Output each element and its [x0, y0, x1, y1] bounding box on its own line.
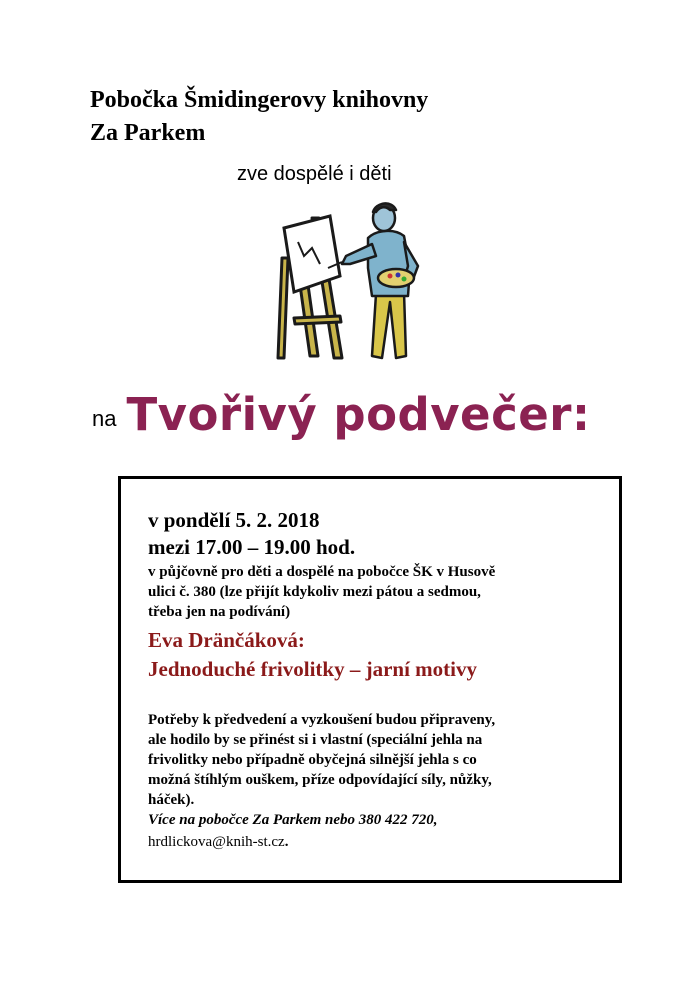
painter-figure [328, 203, 418, 358]
event-time: mezi 17.00 – 19.00 hod. [148, 535, 356, 559]
supplies-note [148, 710, 608, 830]
easel-canvas [284, 216, 340, 292]
venue-line: v půjčovně pro děti a dospělé na pobočce ŠK v Husově [148, 564, 496, 580]
supplies-line: háček). [148, 792, 195, 808]
supplies-line: frivolitky nebo případně obyčejná silnější jehla s co [148, 752, 477, 768]
email-period: . [284, 834, 289, 850]
event-title: Tvořivý podvečer: [126, 388, 591, 441]
painter-at-easel-icon [272, 198, 432, 366]
venue-line: ulici č. 380 (lze přijít kdykoliv mezi pátou a sedmou, [148, 584, 481, 600]
contact-email[interactable]: hrdlickova@knih-st.cz [148, 834, 285, 850]
supplies-line: Potřeby k předvedení a vyzkoušení budou připraveny, [148, 712, 496, 728]
event-date: v pondělí 5. 2. 2018 [148, 508, 320, 532]
organizer-line-2: Za Parkem [90, 120, 206, 146]
organizer-line-1: Pobočka Šmidingerovy knihovny [90, 87, 429, 113]
supplies-line: ale hodilo by se přinést si i vlastní (speciální jehla na [148, 732, 483, 748]
invitation-text: zve dospělé i děti [237, 163, 392, 185]
event-venue [148, 562, 608, 622]
organizer-heading [90, 84, 428, 150]
event-details-content [148, 507, 608, 852]
workshop-topic: Jednoduché frivolitky – jarní motivy [148, 657, 477, 681]
headline-prefix: na [92, 406, 117, 431]
more-info: Více na pobočce Za Parkem nebo 380 422 720, [148, 812, 438, 828]
presenter [148, 626, 608, 684]
presenter-name: Eva Dränčáková: [148, 628, 305, 652]
headline [92, 388, 590, 441]
supplies-line: možná štíhlým ouškem, příze odpovídající síly, nůžky, [148, 772, 492, 788]
venue-line: třeba jen na podívání) [148, 604, 291, 620]
event-details-box [118, 476, 622, 883]
contact-email-line [148, 832, 608, 852]
